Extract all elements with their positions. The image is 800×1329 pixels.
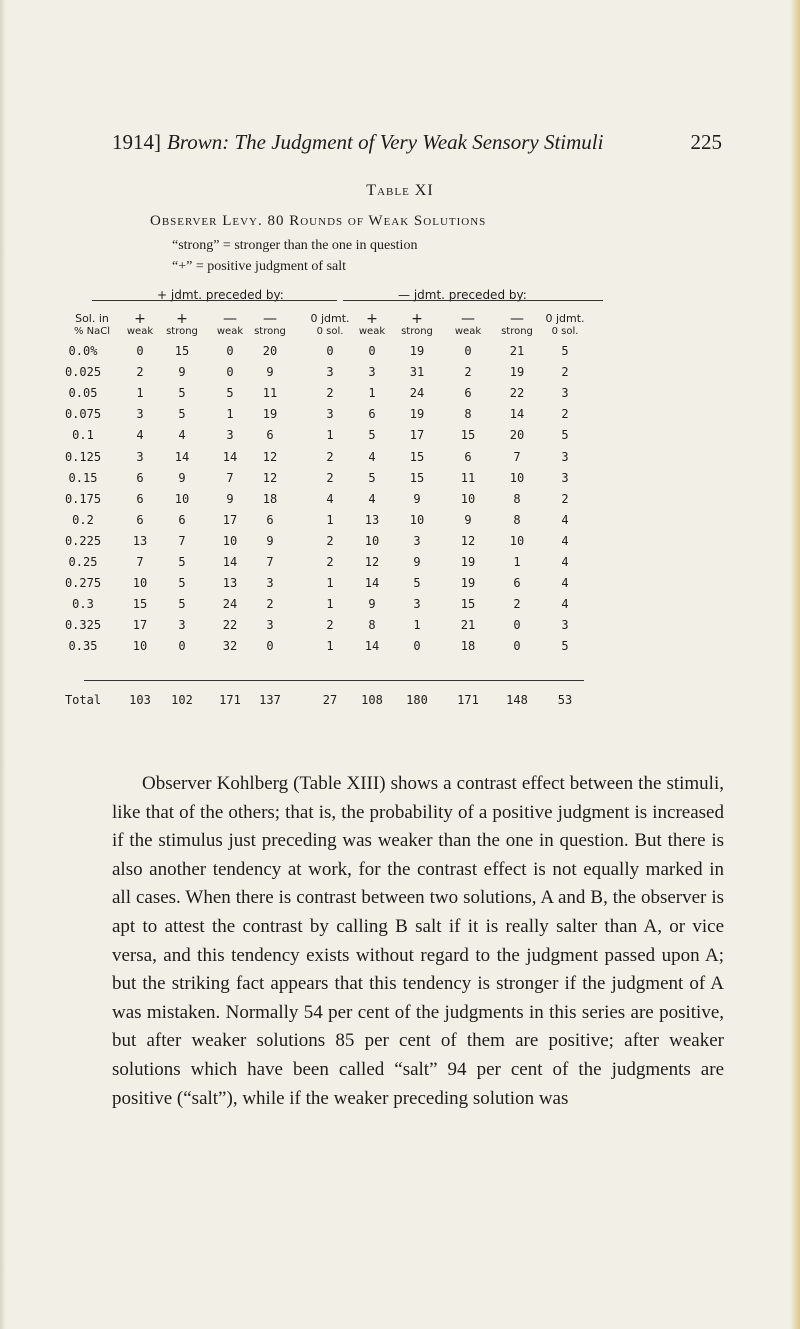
table-cell: 6 — [178, 512, 186, 527]
table-cell: 8 — [513, 491, 521, 506]
table-cell: 1 — [326, 428, 334, 443]
table-cell: 5 — [178, 597, 186, 612]
column-header-symbol: — — [461, 311, 475, 327]
table-cell: 108 — [361, 693, 383, 707]
table-cell: 19 — [460, 555, 476, 569]
table-row — [0, 428, 800, 450]
table-cell: 0 — [368, 344, 376, 358]
table-cell: 4 — [561, 576, 569, 591]
table-cell: 0 — [226, 344, 234, 358]
table-cell: 102 — [171, 693, 193, 707]
table-cell: 6 — [136, 470, 144, 485]
column-header-label: strong — [166, 326, 198, 337]
row-label: 0.0% — [68, 344, 98, 358]
table-cell: 3 — [561, 470, 569, 485]
table-cell: 2 — [561, 491, 569, 506]
table-cell: 8 — [368, 618, 376, 633]
table-cell: 18 — [460, 639, 476, 654]
table-cell: 1 — [326, 597, 334, 612]
table-cell: 4 — [326, 491, 334, 506]
table-cell: 4 — [561, 512, 569, 527]
table-cell: 4 — [368, 491, 376, 506]
table-cell: 7 — [513, 449, 521, 464]
total-rule — [84, 680, 584, 681]
row-label: 0.275 — [64, 576, 102, 591]
table-cell: 10 — [174, 491, 190, 506]
table-cell: 3 — [413, 597, 421, 612]
table-row — [0, 344, 800, 366]
table-row — [0, 597, 800, 619]
table-cell: 1 — [136, 386, 144, 401]
table-cell: 9 — [413, 491, 421, 506]
table-cell: 53 — [557, 693, 573, 707]
table-cell: 10 — [409, 512, 425, 527]
table-cell: 27 — [322, 693, 338, 707]
table-cell: 18 — [262, 491, 278, 506]
table-cell: 9 — [226, 491, 234, 506]
table-cell: 13 — [132, 533, 148, 548]
row-label: 0.125 — [64, 449, 102, 464]
table-cell: 2 — [266, 597, 274, 612]
table-cell: 148 — [506, 693, 528, 707]
table-cell: 14 — [222, 555, 238, 569]
table-cell: 12 — [262, 449, 278, 464]
table-cell: 3 — [561, 449, 569, 464]
table-cell: 5 — [368, 470, 376, 485]
table-row — [0, 576, 800, 598]
row-label: 0.1 — [72, 428, 94, 443]
table-cell: 17 — [132, 618, 148, 633]
table-cell: 10 — [132, 576, 148, 591]
table-cell: 4 — [368, 449, 376, 464]
table-cell: 4 — [136, 428, 144, 443]
column-header-label: weak — [358, 326, 386, 337]
table-cell: 3 — [266, 576, 274, 591]
table-cell: 0 — [326, 344, 334, 358]
table-cell: 0 — [464, 344, 472, 358]
table-cell: 1 — [326, 576, 334, 591]
group-label-minus: — jdmt. preceded by: — [398, 288, 527, 302]
table-cell: 22 — [509, 386, 525, 401]
column-header-symbol: — — [263, 311, 277, 327]
table-cell: 13 — [222, 576, 238, 591]
table-cell: 4 — [561, 533, 569, 548]
table-cell: 5 — [561, 428, 569, 443]
table-cell: 1 — [226, 407, 234, 422]
table-cell: 19 — [509, 365, 525, 380]
table-row — [0, 386, 800, 408]
column-header-symbol: + — [176, 311, 188, 327]
table-cell: 5 — [226, 386, 234, 401]
table-cell: 11 — [262, 386, 278, 401]
table-cell: 3 — [178, 618, 186, 633]
table-cell: 21 — [509, 344, 525, 358]
table-cell: 6 — [266, 428, 274, 443]
table-cell: 32 — [222, 639, 238, 654]
table-cell: 14 — [509, 407, 525, 422]
table-cell: 9 — [413, 555, 421, 569]
page-number: 225 — [690, 130, 722, 154]
row-label: 0.325 — [64, 618, 102, 633]
table-cell: 3 — [266, 618, 274, 633]
table-cell: 7 — [226, 470, 234, 485]
column-header-symbol: + — [411, 311, 423, 327]
body-text — [112, 770, 724, 1113]
column-header-label: strong — [254, 326, 286, 337]
table-cell: 12 — [364, 555, 380, 569]
column-header-label: weak — [126, 326, 154, 337]
table-cell: 5 — [368, 428, 376, 443]
table-cell: 0 — [513, 618, 521, 633]
table-cell: 9 — [266, 533, 274, 548]
table-cell: 2 — [326, 386, 334, 401]
row-label: 0.075 — [64, 407, 102, 422]
table-cell: 8 — [464, 407, 472, 422]
table-cell: 137 — [259, 693, 281, 707]
table-title: Table XI — [366, 182, 434, 199]
table-subtitle: Observer Levy. 80 Rounds of Weak Solutions — [150, 213, 487, 229]
table-cell: 13 — [364, 512, 380, 527]
column-header-symbol: 0 jdmt. — [545, 312, 585, 325]
table-cell: 3 — [368, 365, 376, 380]
table-cell: 14 — [364, 639, 380, 654]
table-cell: 12 — [262, 470, 278, 485]
table-cell: 2 — [136, 365, 144, 380]
table-cell: 5 — [413, 576, 421, 591]
row-label: 0.3 — [72, 597, 94, 612]
table-cell: 1 — [326, 639, 334, 654]
table-cell: 9 — [368, 597, 376, 612]
table-cell: 12 — [460, 533, 476, 548]
column-header-label: strong — [401, 326, 433, 337]
column-header-symbol: + — [134, 311, 146, 327]
table-cell: 15 — [460, 597, 476, 612]
column-header-label: % NaCl — [73, 326, 111, 337]
table-cell: 6 — [464, 449, 472, 464]
table-cell: 14 — [174, 449, 190, 464]
table-cell: 3 — [136, 407, 144, 422]
table-cell: 19 — [262, 407, 278, 422]
table-cell: 9 — [266, 365, 274, 380]
table-cell: 1 — [368, 386, 376, 401]
table-cell: 1 — [326, 512, 334, 527]
table-cell: 6 — [136, 512, 144, 527]
table-cell: 4 — [178, 428, 186, 443]
table-cell: 20 — [262, 344, 278, 358]
column-header-label: 0 sol. — [551, 326, 579, 337]
table-cell: 3 — [326, 365, 334, 380]
table-row — [0, 450, 800, 472]
table-cell: 6 — [136, 491, 144, 506]
table-cell: 19 — [409, 407, 425, 422]
table-cell: 6 — [513, 576, 521, 591]
row-label: 0.025 — [64, 365, 102, 380]
table-cell: 3 — [226, 428, 234, 443]
table-cell: 4 — [561, 555, 569, 569]
table-cell: 5 — [561, 344, 569, 358]
table-cell: 17 — [222, 512, 238, 527]
row-label: 0.05 — [68, 386, 98, 401]
table-cell: 5 — [178, 576, 186, 591]
definition-strong: “strong” = stronger than the one in question — [172, 238, 418, 253]
table-cell: 15 — [132, 597, 148, 612]
table-cell: 6 — [266, 512, 274, 527]
table-cell: 15 — [409, 470, 425, 485]
table-cell: 103 — [129, 693, 151, 707]
table-cell: 3 — [561, 618, 569, 633]
column-header-symbol: — — [510, 311, 524, 327]
table-cell: 20 — [509, 428, 525, 443]
table-cell: 19 — [460, 576, 476, 591]
row-label: 0.15 — [68, 470, 98, 485]
table-cell: 5 — [178, 555, 186, 569]
table-cell: 21 — [460, 618, 476, 633]
table-cell: 4 — [561, 597, 569, 612]
table-cell: 2 — [561, 407, 569, 422]
table-cell: 15 — [174, 344, 190, 358]
table-cell: 8 — [513, 512, 521, 527]
table-cell: 0 — [178, 639, 186, 654]
table-row — [0, 471, 800, 493]
table-cell: 10 — [364, 533, 380, 548]
column-header-label: strong — [501, 326, 533, 337]
table-cell: 9 — [464, 512, 472, 527]
table-cell: 14 — [364, 576, 380, 591]
column-header-symbol: Sol. in — [75, 312, 109, 325]
row-label: Total — [64, 693, 102, 707]
row-label: 0.225 — [64, 533, 102, 548]
table-cell: 2 — [326, 470, 334, 485]
table-cell: 7 — [136, 555, 144, 569]
table-cell: 22 — [222, 618, 238, 633]
table-cell: 0 — [413, 639, 421, 654]
table-row — [0, 639, 800, 661]
table-row — [0, 534, 800, 556]
table-cell: 180 — [406, 693, 428, 707]
table-cell: 1 — [413, 618, 421, 633]
table-row — [0, 407, 800, 429]
table-cell: 10 — [460, 491, 476, 506]
table-cell: 10 — [222, 533, 238, 548]
table-cell: 0 — [136, 344, 144, 358]
table-cell: 5 — [561, 639, 569, 654]
table-cell: 0 — [513, 639, 521, 654]
table-cell: 2 — [326, 449, 334, 464]
row-label: 0.2 — [72, 512, 94, 527]
table-cell: 6 — [464, 386, 472, 401]
table-cell: 5 — [178, 386, 186, 401]
column-header-symbol: 0 jdmt. — [310, 312, 350, 325]
body-paragraph: Observer Kohlberg (Table XIII) shows a contrast effect between the stimuli, like that of the others; that is, the probability of a positive judgment is increased if the stimulus just preceding was weaker than the one in question. But there is also another tendency at work, for the contrast effect is not equally marked in all cases. When there is contrast between two solutions, A and B, the observer is apt to attest the contrast by calling B salt if it is really salter than A, or vice versa, and this tendency exists without regard to the judgment passed upon A; but the striking fact appears that this tendency is stronger if the judgment of A was mistaken. Normally 54 per cent of the judgments in this series are positive, but after weaker solutions 85 per cent of them are positive; after weaker solutions which have been called “salt” 94 per cent of the judgments are positive (“salt”), while if the weaker preceding solution was — [112, 773, 724, 1109]
table-cell: 17 — [409, 428, 425, 443]
table-row — [0, 365, 800, 387]
table-row — [0, 618, 800, 640]
table-cell: 3 — [326, 407, 334, 422]
table-row — [0, 492, 800, 514]
table-cell: 2 — [326, 533, 334, 548]
column-header-label: 0 sol. — [316, 326, 344, 337]
brace-plus — [92, 300, 337, 309]
table-cell: 2 — [513, 597, 521, 612]
table-cell: 3 — [136, 449, 144, 464]
table-cell: 171 — [219, 693, 241, 707]
table-cell: 7 — [178, 533, 186, 548]
table-cell: 31 — [409, 365, 425, 380]
table-cell: 3 — [561, 386, 569, 401]
column-header-symbol: + — [366, 311, 378, 327]
table-cell: 9 — [178, 470, 186, 485]
table-cell: 11 — [460, 470, 476, 485]
row-label: 0.25 — [68, 555, 98, 569]
table-cell: 24 — [409, 386, 425, 401]
table-cell: 0 — [266, 639, 274, 654]
table-cell: 19 — [409, 344, 425, 358]
table-cell: 1 — [513, 555, 521, 569]
table-cell: 171 — [457, 693, 479, 707]
table-cell: 10 — [509, 533, 525, 548]
table-cell: 2 — [326, 618, 334, 633]
table-cell: 5 — [178, 407, 186, 422]
column-header-label: weak — [216, 326, 244, 337]
table-cell: 7 — [266, 555, 274, 569]
table-cell: 15 — [460, 428, 476, 443]
table-cell: 14 — [222, 449, 238, 464]
table-cell: 2 — [561, 365, 569, 380]
table-row — [0, 555, 800, 577]
running-title: Brown: The Judgment of Very Weak Sensory Stimuli — [167, 130, 604, 154]
brace-minus — [343, 300, 603, 309]
table-cell: 9 — [178, 365, 186, 380]
definition-plus: “+” = positive judgment of salt — [172, 259, 347, 274]
table-cell: 10 — [509, 470, 525, 485]
table-cell: 2 — [326, 555, 334, 569]
table-row — [0, 513, 800, 535]
table-cell: 2 — [464, 365, 472, 380]
column-header-label: weak — [454, 326, 482, 337]
total-row-cells — [0, 693, 800, 715]
row-label: 0.35 — [68, 639, 98, 654]
group-label-plus: + jdmt. preceded by: — [157, 288, 284, 302]
table-cell: 0 — [226, 365, 234, 380]
table-cell: 10 — [132, 639, 148, 654]
row-label: 0.175 — [64, 491, 102, 506]
table-cell: 15 — [409, 449, 425, 464]
table-cell: 3 — [413, 533, 421, 548]
column-header — [535, 312, 595, 338]
header-year: 1914] — [112, 130, 161, 154]
table-cell: 24 — [222, 597, 238, 612]
column-header-symbol: — — [223, 311, 237, 327]
table-cell: 6 — [368, 407, 376, 422]
column-header — [240, 312, 300, 338]
